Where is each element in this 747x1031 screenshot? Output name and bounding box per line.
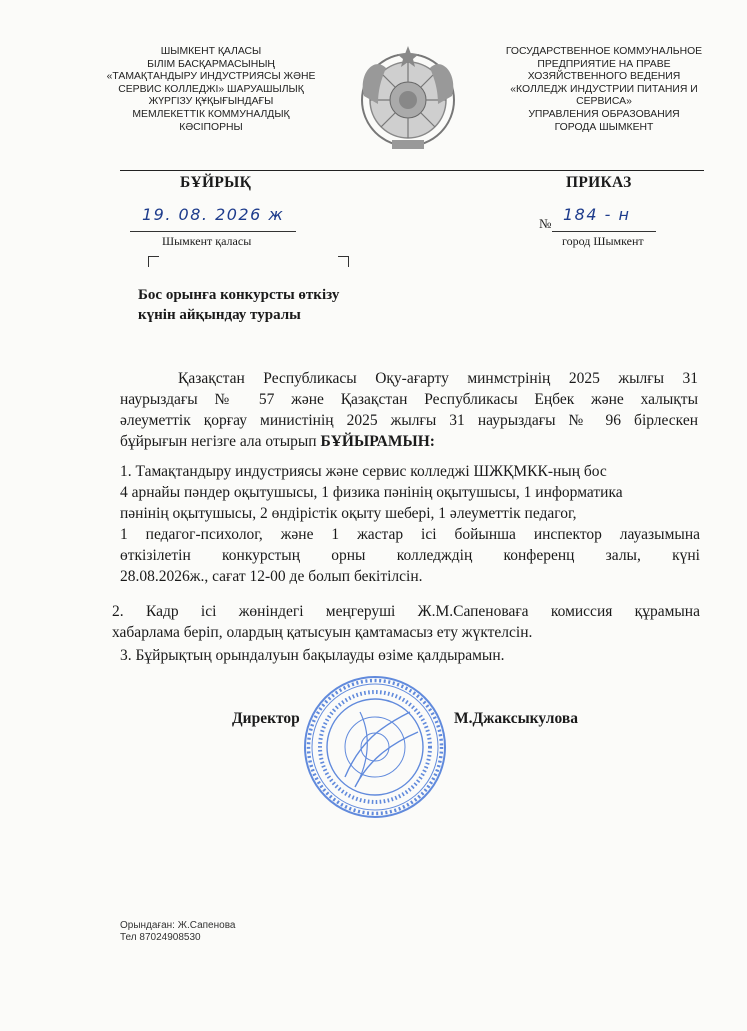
city-kz: Шымкент қаласы xyxy=(162,234,252,248)
handwritten-date: 19. 08. 2026 ж xyxy=(142,205,285,224)
order-item-3 xyxy=(120,645,640,666)
order-item-2 xyxy=(112,601,700,643)
handwritten-number: 184 - н xyxy=(563,205,631,224)
intro-line: Қазақстан Республикасы Оқу-ағарту минмстрінің 2025 жылғы 31 xyxy=(178,370,698,387)
header-kz-line: КӘСІПОРНЫ xyxy=(179,121,243,133)
header-divider xyxy=(120,170,704,171)
item1-line: өткізілетін конкурстың орны колледждің конференц залы, күні xyxy=(120,547,700,564)
round-seal-icon xyxy=(300,672,450,822)
item1-line: 1. Тамақтандыру индустриясы және сервис колледжі ШЖҚМКК-ның бос xyxy=(120,463,607,480)
header-ru xyxy=(478,46,730,134)
executor-phone: Тел 87024908530 xyxy=(120,932,201,943)
header-kz-line: МЕМЛЕКЕТТІК КОММУНАЛДЫҚ xyxy=(132,108,290,120)
state-emblem-icon xyxy=(356,44,460,152)
subject-line: Бос орынға конкурсты өткізу xyxy=(138,287,340,303)
header-ru-line: ГОРОДА ШЫМКЕНТ xyxy=(554,121,654,133)
header-kz-line: ЖҮРГІЗУ ҚҰҚЫҒЫНДАҒЫ xyxy=(148,96,274,108)
item1-line: 28.08.2026ж., сағат 12-00 де болып бекітілсін. xyxy=(120,568,423,585)
executor-block xyxy=(120,920,235,944)
header-kz-line: «ТАМАҚТАНДЫРУ ИНДУСТРИЯСЫ ЖӘНЕ xyxy=(106,71,316,83)
header-ru-line: СЕРВИСА» xyxy=(576,96,632,108)
number-underline xyxy=(552,231,656,232)
item1-line: 4 арнайы пәндер оқытушысы, 1 физика пәнінің оқытушысы, 1 информатика xyxy=(120,484,623,501)
subject-heading xyxy=(138,285,339,325)
doc-title-kz: БҰЙРЫҚ xyxy=(180,174,252,191)
signatory-title: Директор xyxy=(232,710,300,727)
order-item-1 xyxy=(120,461,700,587)
intro-last-line xyxy=(120,431,698,452)
item1-line: пәнінің оқытушысы, 2 өндірістік оқыту шебері, 1 әлеуметтік педагог, xyxy=(120,505,577,522)
header-ru-line: УПРАВЛЕНИЯ ОБРАЗОВАНИЯ xyxy=(528,108,680,120)
signatory-name: М.Джаксыкулова xyxy=(454,710,578,727)
date-underline xyxy=(130,231,296,232)
header-kz-line: БІЛІМ БАСҚАРМАСЫНЫҢ xyxy=(147,58,275,70)
order-keyword: БҰЙЫРАМЫН: xyxy=(320,433,435,450)
item3-line: 3. Бұйрықтың орындалуын бақылауды өзіме қалдырамын. xyxy=(120,647,505,664)
header-ru-line: ГОСУДАРСТВЕННОЕ КОММУНАЛЬНОЕ xyxy=(505,46,703,57)
header-ru-line: ХОЗЯЙСТВЕННОГО ВЕДЕНИЯ xyxy=(527,71,681,83)
intro-line: әлеуметтік қорғау министінің 2025 жылғы 31 наурыздағы № 96 бірлескен xyxy=(120,412,698,429)
header-ru-line: ПРЕДПРИЯТИЕ НА ПРАВЕ xyxy=(537,58,671,70)
header-kz-line: СЕРВИС КОЛЛЕДЖІ» ШАРУАШЫЛЫҚ xyxy=(118,83,304,95)
subject-line: күнін айқындау туралы xyxy=(138,307,301,323)
subject-corner-left xyxy=(148,256,159,267)
intro-last-text: бұйрығын негізге ала отырып xyxy=(120,433,321,450)
header-kz xyxy=(92,46,330,134)
city-ru: город Шымкент xyxy=(562,234,644,248)
header-kz-line: ШЫМКЕНТ ҚАЛАСЫ xyxy=(160,46,262,57)
doc-title-ru: ПРИКАЗ xyxy=(566,174,632,191)
item2-line: 2. Кадр ісі жөніндегі меңгеруші Ж.М.Сапеноваға комиссия құрамына xyxy=(112,603,700,620)
header-ru-line: «КОЛЛЕДЖ ИНДУСТРИИ ПИТАНИЯ И xyxy=(510,83,698,95)
item2-line: хабарлама беріп, олардың қатысуын қамтамасыз ету жүктелсін. xyxy=(112,624,533,641)
intro-line: наурыздағы № 57 және Қазақстан Республикасы Еңбек және халықты xyxy=(120,391,698,408)
executor-name: Орындаған: Ж.Сапенова xyxy=(120,920,236,931)
intro-paragraph xyxy=(120,368,698,452)
subject-corner-right xyxy=(338,256,349,267)
item1-line: 1 педагог-психолог, және 1 жастар ісі бойынша инспектор лауазымына xyxy=(120,526,700,543)
number-sign: № xyxy=(539,216,552,231)
